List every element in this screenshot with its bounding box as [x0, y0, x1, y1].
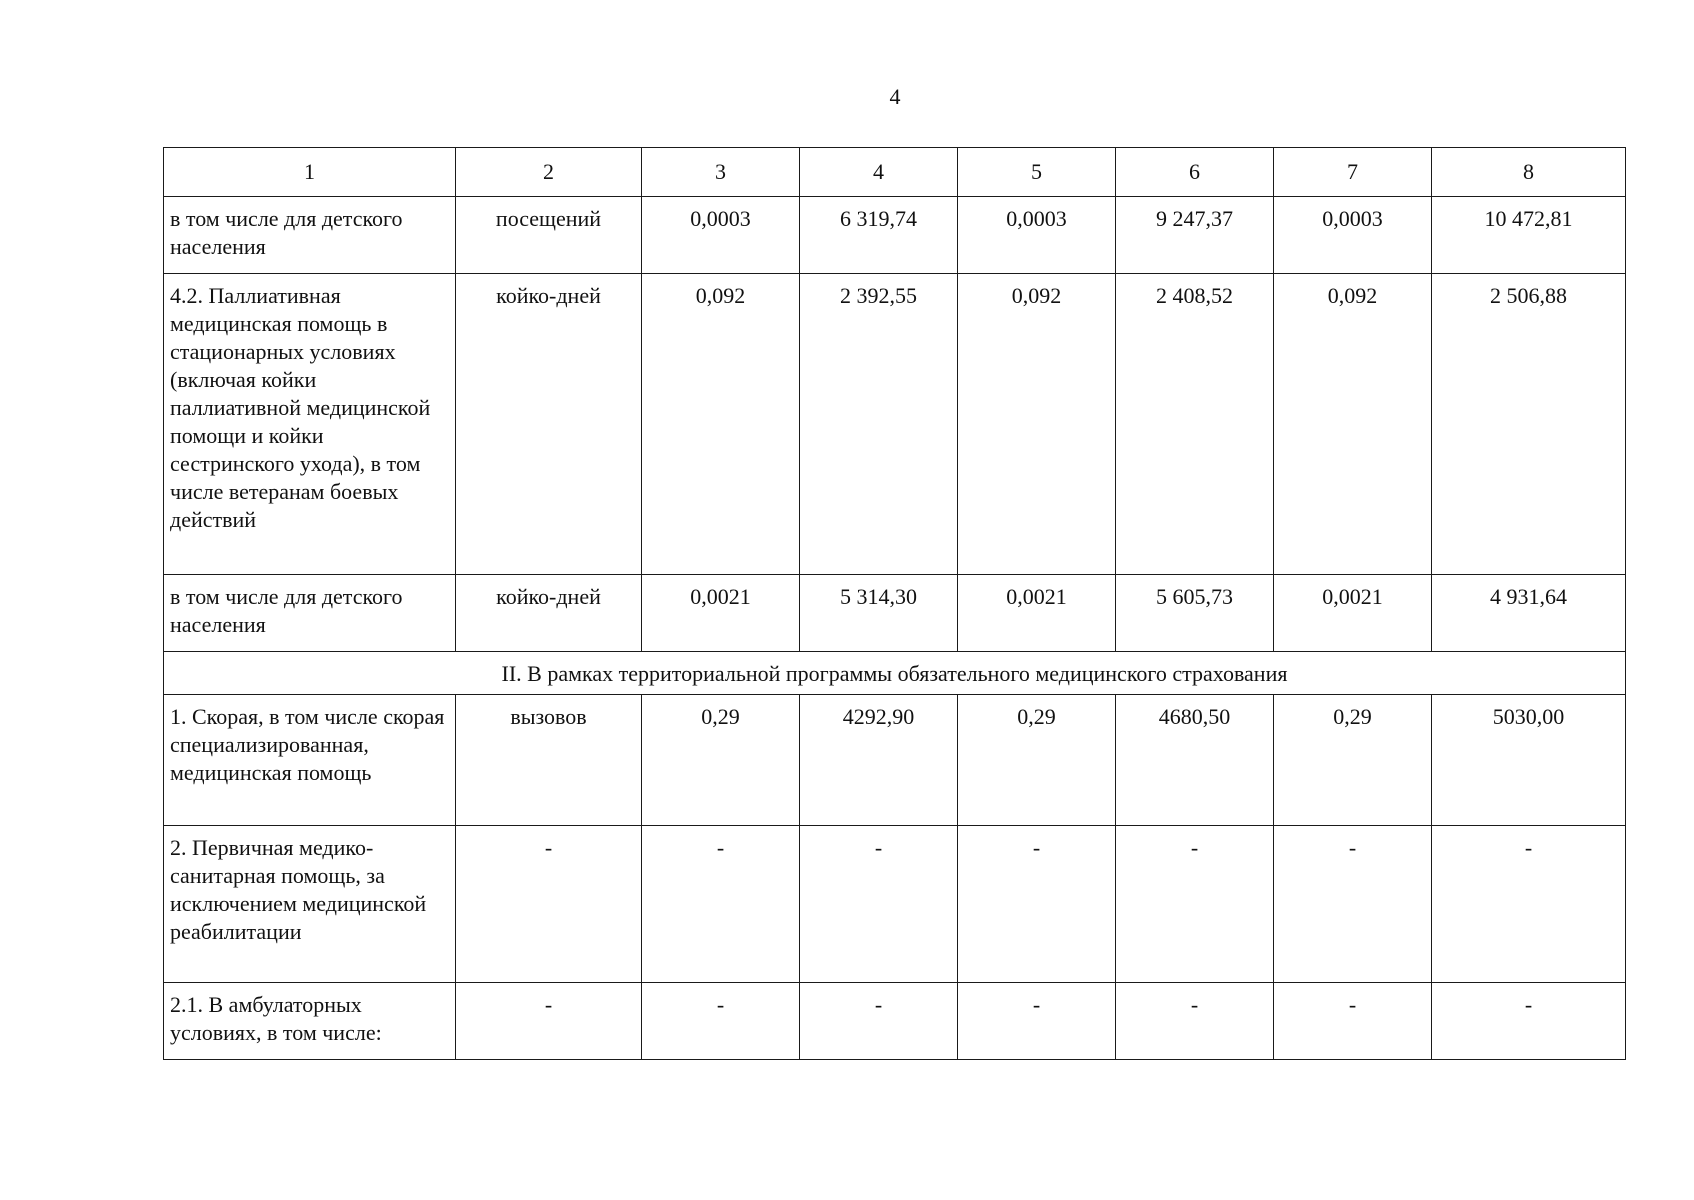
row-name-cell: 2. Первичная медико-санитарная помощь, за исключением медицинской реабилитации: [164, 826, 456, 983]
row-value-cell: 0,29: [1274, 695, 1432, 826]
row-value-cell: -: [642, 826, 800, 983]
row-value-cell: 0,0003: [1274, 197, 1432, 274]
row-value-cell: 4680,50: [1116, 695, 1274, 826]
row-value-cell: 0,092: [1274, 274, 1432, 575]
row-value-cell: 4292,90: [800, 695, 958, 826]
row-value-cell: 2 506,88: [1432, 274, 1626, 575]
row-unit-cell: -: [456, 826, 642, 983]
table-row: [164, 197, 1626, 274]
row-value-cell: 0,0021: [1274, 575, 1432, 652]
header-cell: 6: [1116, 148, 1274, 197]
row-unit-cell: -: [456, 983, 642, 1060]
section-heading: II. В рамках территориальной программы обязательного медицинского страхования: [164, 652, 1626, 695]
row-value-cell: 0,29: [958, 695, 1116, 826]
row-name-cell: 1. Скорая, в том числе скорая специализированная, медицинская помощь: [164, 695, 456, 826]
row-value-cell: 0,092: [642, 274, 800, 575]
row-value-cell: -: [1116, 983, 1274, 1060]
table-row: [164, 575, 1626, 652]
row-name-cell: в том числе для детского населения: [164, 197, 456, 274]
row-value-cell: -: [800, 826, 958, 983]
row-value-cell: 4 931,64: [1432, 575, 1626, 652]
row-value-cell: 6 319,74: [800, 197, 958, 274]
header-cell: 5: [958, 148, 1116, 197]
row-value-cell: 2 408,52: [1116, 274, 1274, 575]
row-value-cell: 0,29: [642, 695, 800, 826]
table-header-row: [164, 148, 1626, 197]
row-value-cell: -: [1432, 983, 1626, 1060]
page-number: 4: [889, 84, 901, 109]
table-row: [164, 983, 1626, 1060]
header-cell: 4: [800, 148, 958, 197]
row-value-cell: 0,0021: [642, 575, 800, 652]
header-cell: 1: [164, 148, 456, 197]
header-cell: 7: [1274, 148, 1432, 197]
row-value-cell: 2 392,55: [800, 274, 958, 575]
row-value-cell: 5 314,30: [800, 575, 958, 652]
row-value-cell: -: [1116, 826, 1274, 983]
row-value-cell: 0,0003: [958, 197, 1116, 274]
header-cell: 3: [642, 148, 800, 197]
row-value-cell: -: [958, 826, 1116, 983]
section-row: [164, 652, 1626, 695]
row-value-cell: 9 247,37: [1116, 197, 1274, 274]
row-name-cell: в том числе для детского населения: [164, 575, 456, 652]
row-unit-cell: вызовов: [456, 695, 642, 826]
row-value-cell: -: [958, 983, 1116, 1060]
row-value-cell: 5030,00: [1432, 695, 1626, 826]
row-value-cell: -: [800, 983, 958, 1060]
row-value-cell: -: [642, 983, 800, 1060]
table-row: [164, 274, 1626, 575]
row-unit-cell: койко-дней: [456, 274, 642, 575]
row-value-cell: -: [1274, 983, 1432, 1060]
row-name-cell: 4.2. Паллиативная медицинская помощь в стационарных условиях (включая койки паллиативной медицинской помощи и койки сестринского ухода), в том числе ветеранам боевых действий: [164, 274, 456, 575]
row-value-cell: 5 605,73: [1116, 575, 1274, 652]
row-value-cell: 0,0003: [642, 197, 800, 274]
header-cell: 2: [456, 148, 642, 197]
row-value-cell: 0,0021: [958, 575, 1116, 652]
table-row: [164, 826, 1626, 983]
row-value-cell: 10 472,81: [1432, 197, 1626, 274]
table-row: [164, 695, 1626, 826]
row-value-cell: -: [1432, 826, 1626, 983]
data-table: [163, 147, 1626, 1060]
row-value-cell: 0,092: [958, 274, 1116, 575]
header-cell: 8: [1432, 148, 1626, 197]
row-unit-cell: посещений: [456, 197, 642, 274]
row-name-cell: 2.1. В амбулаторных условиях, в том числе:: [164, 983, 456, 1060]
row-unit-cell: койко-дней: [456, 575, 642, 652]
row-value-cell: -: [1274, 826, 1432, 983]
